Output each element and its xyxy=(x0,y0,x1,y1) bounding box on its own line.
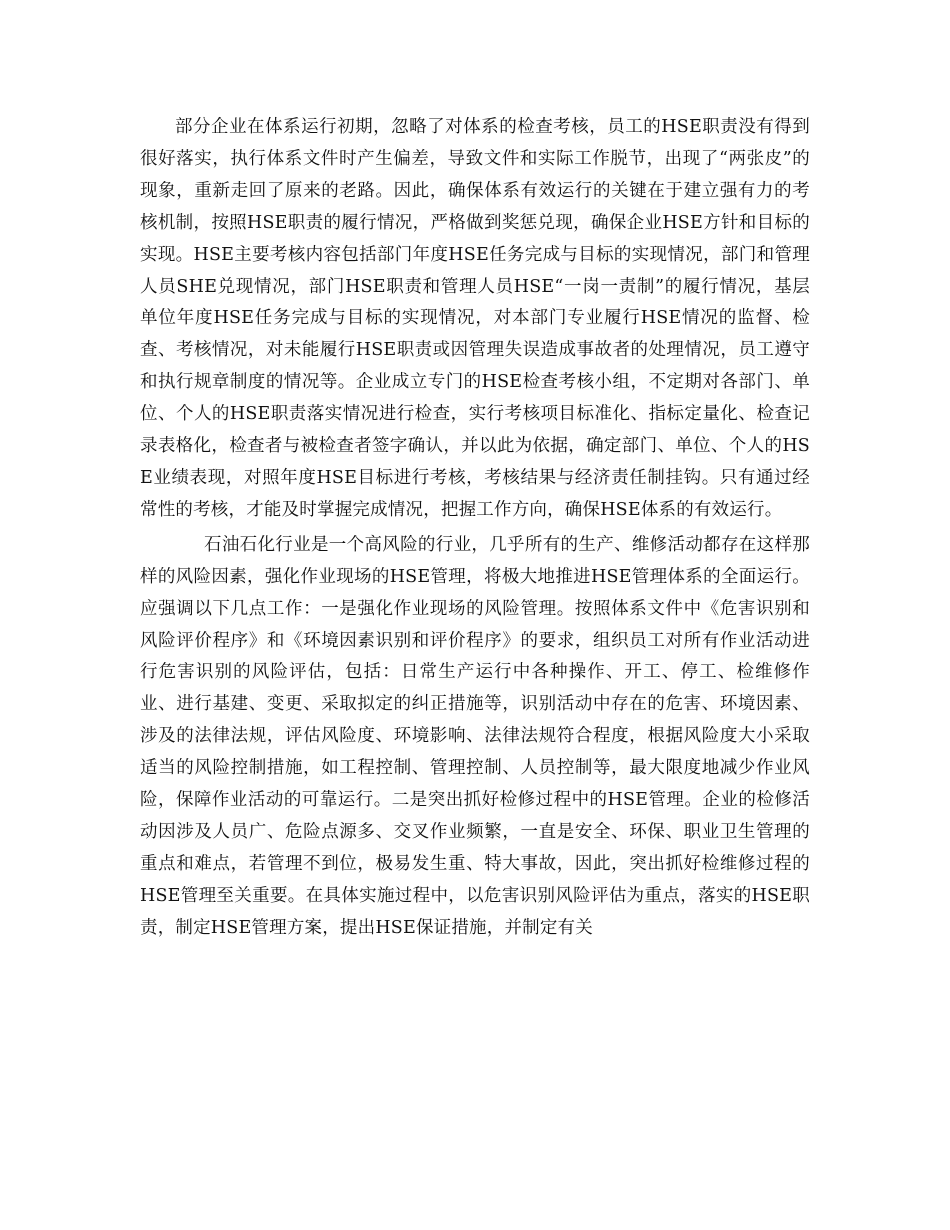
paragraph-site-management: 石油石化行业是一个高风险的行业，几乎所有的生产、维修活动都存在这样那样的风险因素，强化作业现场的HSE管理，将极大地推进HSE管理体系的全面运行。应强调以下几点工作：一是强化作业现场的风险管理。按照体系文件中《危害识别和风险评价程序》和《环境因素识别和评价程序》的要求，组织员工对所有作业活动进行危害识别的风险评估，包括：日常生产运行中各种操作、开工、停工、检维修作业、进行基建、变更、采取拟定的纠正措施等，识别活动中存在的危害、环境因素、涉及的法律法规，评估风险度、环境影响、法律法规符合程度，根据风险度大小采取适当的风险控制措施，如工程控制、管理控制、人员控制等，最大限度地减少作业风险，保障作业活动的可靠运行。二是突出抓好检修过程中的HSE管理。企业的检修活动因涉及人员广、危险点源多、交叉作业频繁，一直是安全、环保、职业卫生管理的重点和难点，若管理不到位，极易发生重、特大事故，因此，突出抓好检维修过程的HSE管理至关重要。在具体实施过程中，以危害识别风险评估为重点，落实的HSE职责，制定HSE管理方案，提出HSE保证措施，并制定有关 xyxy=(140,534,810,938)
document-body xyxy=(140,112,810,945)
paragraph-hse-assessment: 部分企业在体系运行初期，忽略了对体系的检查考核，员工的HSE职责没有得到很好落实，执行体系文件时产生偏差，导致文件和实际工作脱节，出现了“两张皮”的现象，重新走回了原来的老路。因此，确保体系有效运行的关键在于建立强有力的考核机制，按照HSE职责的履行情况，严格做到奖惩兑现，确保企业HSE方针和目标的实现。HSE主要考核内容包括部门年度HSE任务完成与目标的实现情况，部门和管理人员SHE兑现情况，部门HSE职责和管理人员HSE“一岗一责制”的履行情况，基层单位年度HSE任务完成与目标的实现情况，对本部门专业履行HSE情况的监督、检查、考核情况，对未能履行HSE职责或因管理失误造成事故者的处理情况，员工遵守和执行规章制度的情况等。企业成立专门的HSE检查考核小组，不定期对各部门、单位、个人的HSE职责落实情况进行检查，实行考核项目标准化、指标定量化、检查记录表格化，检查者与被检查者签字确认，并以此为依据，确定部门、单位、个人的HSE业绩表现，对照年度HSE目标进行考核，考核结果与经济责任制挂钩。只有通过经常性的考核，才能及时掌握完成情况，把握工作方向，确保HSE体系的有效运行。 xyxy=(140,117,810,520)
